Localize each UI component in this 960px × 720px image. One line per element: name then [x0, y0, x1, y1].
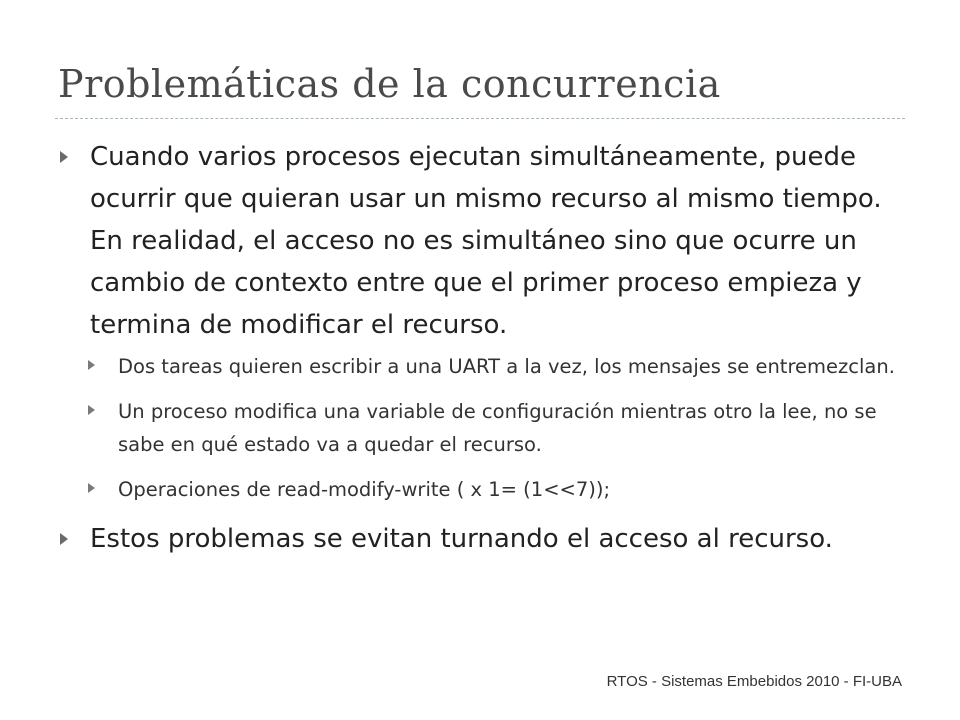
sub-bullet-text: Dos tareas quieren escribir a una UART a la vez, los mensajes se entremezclan. — [118, 355, 895, 378]
bullet-item — [58, 136, 918, 346]
triangle-right-icon — [60, 151, 68, 163]
slide-title: Problemáticas de la concurrencia — [58, 62, 721, 106]
sub-bullet-item — [58, 395, 918, 461]
triangle-right-icon — [88, 360, 95, 370]
triangle-right-icon — [88, 483, 95, 493]
sub-bullet-item — [58, 350, 918, 383]
sub-bullet-text: Operaciones de read-modify-write ( x 1= (1<<7)); — [118, 478, 611, 501]
title-divider — [55, 118, 905, 119]
slide-footer: RTOS - Sistemas Embebidos 2010 - FI-UBA — [606, 673, 902, 690]
bullet-text: Cuando varios procesos ejecutan simultáneamente, puede ocurrir que quieran usar un mismo recurso al mismo tiempo. En realidad, el acceso no es simultáneo sino que ocurre un cambio de contexto entre que el primer proceso empieza y termina de modificar el recurso. — [90, 142, 882, 340]
slide-content — [58, 136, 918, 564]
sub-bullet-item — [58, 473, 918, 506]
bullet-item — [58, 518, 918, 560]
triangle-right-icon — [88, 405, 95, 415]
bullet-text: Estos problemas se evitan turnando el acceso al recurso. — [90, 524, 833, 554]
triangle-right-icon — [60, 533, 68, 545]
sub-bullet-text: Un proceso modifica una variable de configuración mientras otro la lee, no se sabe en qué estado va a quedar el recurso. — [118, 400, 877, 456]
